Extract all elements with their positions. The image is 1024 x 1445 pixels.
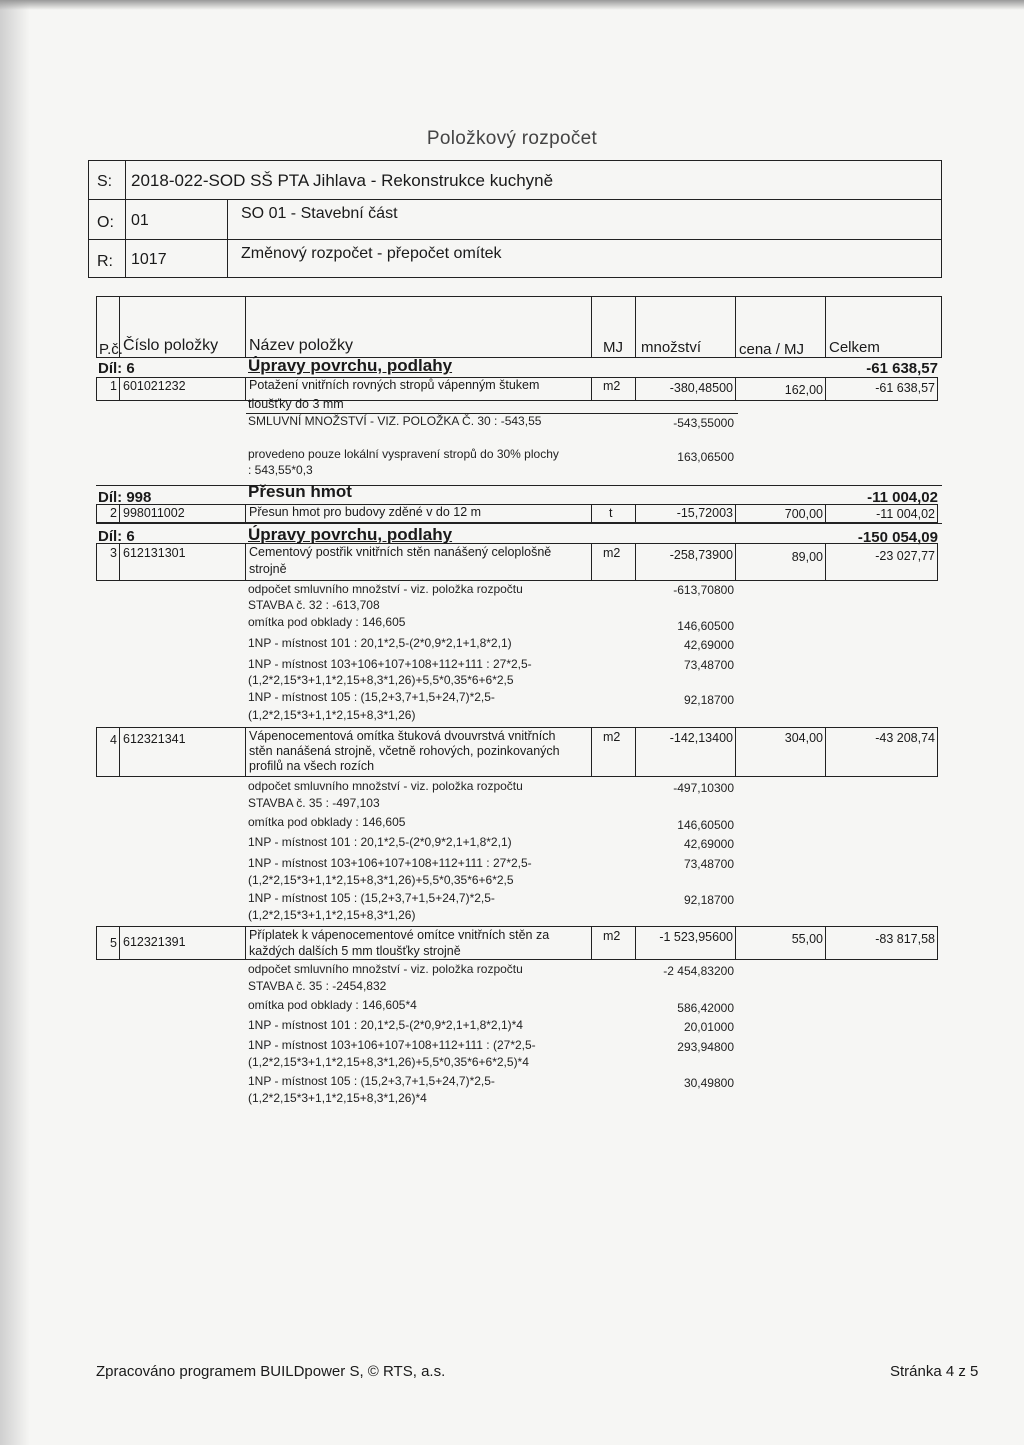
header-box: [88, 160, 942, 278]
sub-value: 73,48700: [683, 857, 734, 871]
sub-text: SMLUVNÍ MNOŽSTVÍ - VIZ. POLOŽKA Č. 30 : -543,55: [248, 414, 542, 428]
sub-value: 146,60500: [677, 619, 734, 633]
rozpocet-label: R:: [97, 253, 113, 270]
item-name-cont: stěn nanášená strojně, včetně rohových, pozinkovaných: [249, 744, 560, 758]
col-mj: MJ: [603, 339, 623, 356]
section-total: -61 638,57: [866, 360, 938, 377]
item-mj: m2: [603, 379, 621, 393]
col-code: Číslo položky: [123, 337, 219, 354]
col-total: Celkem: [829, 339, 880, 356]
sub-value: 73,48700: [683, 658, 734, 672]
sub-value: 20,01000: [683, 1020, 734, 1034]
item-name: Vápenocementová omítka štuková dvouvrstvá vnitřních: [249, 729, 556, 743]
sub-value: 42,69000: [683, 837, 734, 851]
sub-text: 1NP - místnost 105 : (15,2+3,7+1,5+24,7)*2,5-: [248, 690, 495, 704]
item-name: Přesun hmot pro budovy zděné v do 12 m: [249, 505, 482, 519]
sub-text: 1NP - místnost 103+106+107+108+112+111 : 27*2,5-: [248, 657, 532, 671]
item-pc: 3: [110, 546, 117, 560]
item-name: Cementový postřik vnitřních stěn nanášený celoplošně: [249, 545, 552, 559]
col-price: cena / MJ: [739, 341, 805, 358]
item-name-cont: tloušťky do 3 mm: [248, 397, 344, 411]
item-mj: m2: [603, 546, 621, 560]
section-row: [96, 482, 942, 506]
item-code: 612131301: [123, 546, 186, 560]
sub-text: (1,2*2,15*3+1,1*2,15+8,3*1,26)*4: [248, 1091, 427, 1105]
item-pc: 1: [110, 379, 117, 393]
section-total: -11 004,02: [867, 489, 938, 506]
sub-value: 42,69000: [683, 638, 734, 652]
item-qty: -142,13400: [669, 731, 733, 745]
sub-text: (1,2*2,15*3+1,1*2,15+8,3*1,26): [248, 908, 416, 922]
col-qty: množství: [641, 339, 702, 356]
rozpocet-value: Změnový rozpočet - přepočet omítek: [241, 245, 502, 262]
section-row: [96, 357, 942, 378]
sub-text: (1,2*2,15*3+1,1*2,15+8,3*1,26)+5,5*0,35*6+6*2,5: [248, 673, 514, 687]
table-row: [96, 727, 938, 777]
item-qty: -380,48500: [669, 381, 733, 395]
sub-value: 92,18700: [683, 693, 734, 707]
item-price: 55,00: [791, 932, 823, 946]
header-divider: [89, 199, 941, 200]
scan-edge-shadow: [0, 0, 30, 1445]
section-name: Přesun hmot: [248, 482, 352, 501]
item-name-cont: profilů na všech rozích: [249, 759, 375, 773]
sub-text: : 543,55*0,3: [248, 463, 313, 477]
sub-value: 92,18700: [683, 893, 734, 907]
section-name: Úpravy povrchu, podlahy: [248, 525, 453, 544]
stavba-label: S:: [97, 173, 113, 190]
section-row: [96, 523, 942, 544]
item-mj: m2: [603, 730, 621, 744]
page-title: Položkový rozpočet: [426, 128, 598, 149]
objekt-value: SO 01 - Stavební část: [241, 205, 398, 222]
sub-value: 586,42000: [677, 1001, 734, 1015]
objekt-code: 01: [131, 212, 149, 229]
sub-text: 1NP - místnost 101 : 20,1*2,5-(2*0,9*2,1+1,8*2,1): [248, 835, 512, 849]
stavba-value: 2018-022-SOD SŠ PTA Jihlava - Rekonstrukce kuchyně: [131, 171, 554, 190]
sub-text: STAVBA č. 35 : -2454,832: [248, 979, 387, 993]
sub-text: 1NP - místnost 103+106+107+108+112+111 : (27*2,5-: [248, 1038, 536, 1052]
sub-text: 1NP - místnost 101 : 20,1*2,5-(2*0,9*2,1+1,8*2,1): [248, 636, 512, 650]
item-mj: t: [609, 506, 613, 520]
rozpocet-code: 1017: [131, 251, 167, 268]
sub-text: omítka pod obklady : 146,605*4: [248, 998, 417, 1012]
sub-text: (1,2*2,15*3+1,1*2,15+8,3*1,26)+5,5*0,35*6+6*2,5)*4: [248, 1055, 529, 1069]
table-row: [96, 926, 938, 960]
sub-value: 146,60500: [677, 818, 734, 832]
sub-text: STAVBA č. 35 : -497,103: [248, 796, 380, 810]
item-code: 612321341: [123, 732, 186, 746]
item-name: Příplatek k vápenocementové omítce vnitřních stěn za: [249, 928, 550, 942]
item-mj: m2: [603, 929, 621, 943]
sub-text: odpočet smluvního množství - viz. položka rozpočtu: [248, 582, 523, 596]
item-pc: 5: [110, 936, 117, 950]
sub-value: 163,06500: [677, 450, 734, 464]
sub-text: odpočet smluvního množství - viz. položka rozpočtu: [248, 779, 523, 793]
sub-value: -543,55000: [673, 416, 734, 430]
footer-page: Stránka 4 z 5: [890, 1363, 979, 1380]
sub-value: -2 454,83200: [663, 964, 734, 978]
item-name: Potažení vnitřních rovných stropů vápenným štukem: [249, 378, 540, 392]
sub-text: 1NP - místnost 101 : 20,1*2,5-(2*0,9*2,1+1,8*2,1)*4: [248, 1018, 523, 1032]
sub-text: omítka pod obklady : 146,605: [248, 815, 406, 829]
sub-value: -497,10300: [673, 781, 734, 795]
header-col-divider: [125, 161, 126, 277]
item-name-cont: strojně: [249, 562, 287, 576]
item-qty: -258,73900: [669, 548, 733, 562]
sub-text: 1NP - místnost 105 : (15,2+3,7+1,5+24,7)*2,5-: [248, 1074, 495, 1088]
footer-left: Zpracováno programem BUILDpower S, © RTS, a.s.: [96, 1363, 446, 1380]
sub-text: omítka pod obklady : 146,605: [248, 615, 406, 629]
item-total: -43 208,74: [875, 731, 935, 745]
item-pc: 2: [110, 506, 117, 520]
sub-value: 293,94800: [677, 1040, 734, 1054]
sub-value: 30,49800: [683, 1076, 734, 1090]
scan-top-shadow: [0, 0, 1024, 10]
item-total: -61 638,57: [875, 381, 935, 395]
item-price: 700,00: [784, 507, 823, 521]
header-col-divider: [227, 200, 228, 277]
item-total: -11 004,02: [876, 507, 935, 521]
sub-text: STAVBA č. 32 : -613,708: [248, 598, 380, 612]
item-qty: -1 523,95600: [659, 930, 733, 944]
section-name: Úpravy povrchu, podlahy: [248, 356, 453, 375]
item-code: 612321391: [123, 935, 186, 949]
item-price: 162,00: [784, 383, 823, 397]
table-row: [96, 377, 938, 401]
table-header: [96, 296, 942, 358]
item-price: 89,00: [791, 550, 823, 564]
sub-text: odpočet smluvního množství - viz. položka rozpočtu: [248, 962, 523, 976]
item-code: 601021232: [123, 379, 186, 393]
section-label: Díl: 998: [98, 489, 152, 506]
item-code: 998011002: [123, 506, 185, 520]
table-row: [96, 504, 938, 523]
col-pc: P.č.: [99, 341, 123, 358]
col-name: Název položky: [249, 337, 354, 354]
sub-text: provedeno pouze lokální vyspravení stropů do 30% plochy: [248, 447, 559, 461]
item-price: 304,00: [784, 731, 823, 745]
item-name-cont: každých dalších 5 mm tloušťky strojně: [249, 944, 461, 958]
section-total: -150 054,09: [857, 529, 938, 546]
sub-value: -613,70800: [673, 583, 734, 597]
item-qty: -15,72003: [676, 506, 733, 520]
item-total: -83 817,58: [875, 932, 935, 946]
objekt-label: O:: [97, 214, 114, 231]
item-pc: 4: [110, 733, 117, 747]
sub-text: 1NP - místnost 105 : (15,2+3,7+1,5+24,7)*2,5-: [248, 891, 495, 905]
section-label: Díl: 6: [98, 360, 135, 377]
header-divider: [89, 239, 941, 240]
section-label: Díl: 6: [98, 528, 135, 545]
sub-text: (1,2*2,15*3+1,1*2,15+8,3*1,26)+5,5*0,35*6+6*2,5: [248, 873, 514, 887]
sub-text: (1,2*2,15*3+1,1*2,15+8,3*1,26): [248, 708, 416, 722]
sub-text: 1NP - místnost 103+106+107+108+112+111 : 27*2,5-: [248, 856, 532, 870]
table-row: [96, 543, 938, 581]
item-total: -23 027,77: [875, 549, 935, 563]
